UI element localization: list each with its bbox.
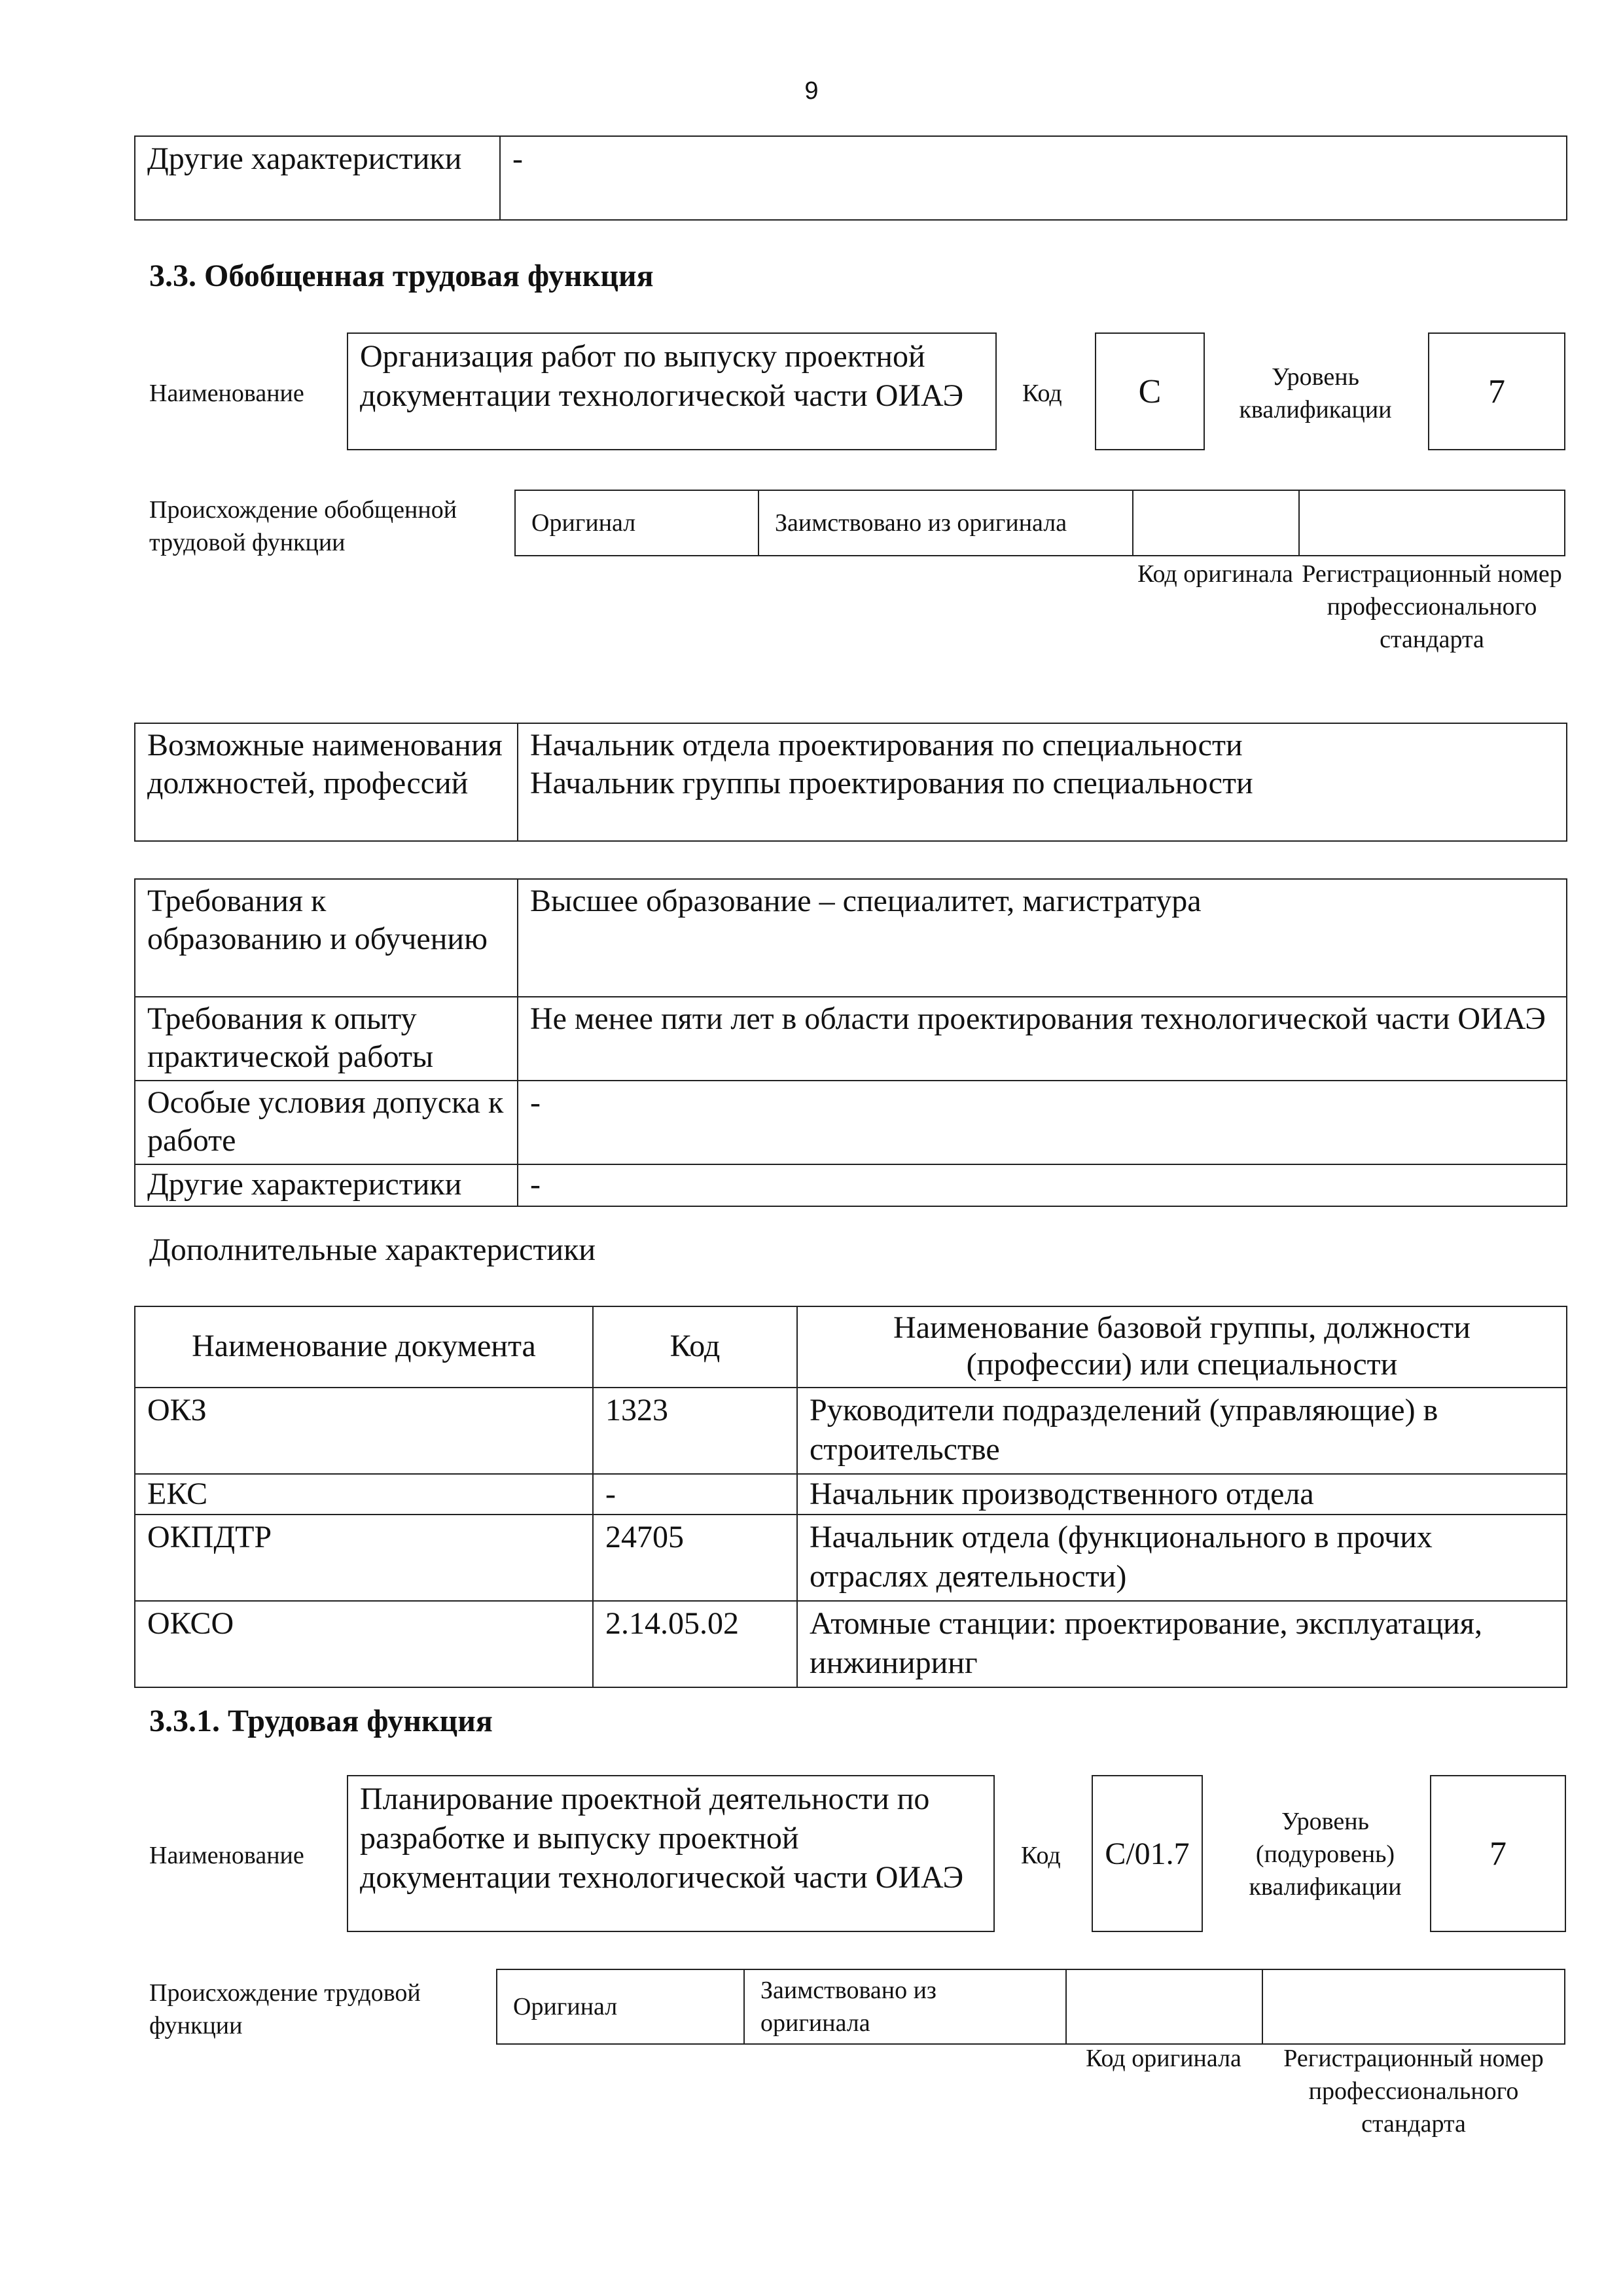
additional-group-cell: Руководители подразделений (управляющие) в строительстве bbox=[797, 1388, 1567, 1474]
gtf-origin-table bbox=[514, 490, 1565, 556]
top-characteristics-table bbox=[134, 135, 1567, 221]
additional-code-cell: 2.14.05.02 bbox=[593, 1601, 797, 1687]
tf-origin-borrowed: Заимствовано из оригинала bbox=[744, 1969, 1066, 2044]
gtf-origin-code-cell bbox=[1133, 490, 1299, 556]
req-admission-value: - bbox=[518, 1081, 1567, 1164]
req-education-label: Требования к образованию и обучению bbox=[135, 879, 518, 997]
additional-doc-cell: ОКСО bbox=[135, 1601, 593, 1687]
tf-origin-label: Происхождение трудовой функции bbox=[149, 1979, 421, 2039]
gtf-origin-reg-cell bbox=[1299, 490, 1565, 556]
req-education-value: Высшее образование – специалитет, магистратура bbox=[518, 879, 1567, 997]
tf-heading: 3.3.1. Трудовая функция bbox=[149, 1704, 493, 1738]
additional-code-cell: - bbox=[593, 1474, 797, 1515]
req-other-value: - bbox=[518, 1164, 1567, 1206]
gtf-origin-reg-label: Регистрационный номер профессионального стандарта bbox=[1302, 560, 1562, 653]
req-admission-label: Особые условия допуска к работе bbox=[135, 1081, 518, 1164]
additional-header-document: Наименование документа bbox=[135, 1306, 593, 1388]
page-number: 9 bbox=[804, 77, 819, 105]
gtf-origin-label: Происхождение обобщенной трудовой функции bbox=[149, 496, 457, 556]
gtf-origin-original: Оригинал bbox=[515, 490, 758, 556]
gtf-name-value: Организация работ по выпуску проектной документации технологической части ОИАЭ bbox=[347, 332, 997, 450]
gtf-name-label: Наименование bbox=[149, 380, 304, 407]
gtf-level-value: 7 bbox=[1428, 332, 1565, 450]
additional-doc-cell: ОКПДТР bbox=[135, 1515, 593, 1601]
positions-label: Возможные наименования должностей, профессий bbox=[135, 723, 518, 841]
other-characteristics-value: - bbox=[500, 136, 1567, 220]
gtf-heading: 3.3. Обобщенная трудовая функция bbox=[149, 259, 654, 293]
gtf-origin-code-label: Код оригинала bbox=[1137, 560, 1293, 588]
tf-name-label: Наименование bbox=[149, 1842, 304, 1869]
gtf-origin-borrowed: Заимствовано из оригинала bbox=[758, 490, 1133, 556]
tf-origin-reg-label: Регистрационный номер профессионального стандарта bbox=[1283, 2045, 1544, 2138]
tf-level-label: Уровень (подуровень) квалификации bbox=[1249, 1808, 1402, 1901]
gtf-code-value: С bbox=[1095, 332, 1205, 450]
tf-code-value: С/01.7 bbox=[1092, 1775, 1203, 1932]
gtf-level-label: Уровень квалификации bbox=[1239, 363, 1392, 423]
other-characteristics-label: Другие характеристики bbox=[135, 136, 500, 220]
tf-origin-table bbox=[496, 1969, 1565, 2045]
table-row bbox=[135, 1601, 1567, 1687]
additional-doc-cell: ОКЗ bbox=[135, 1388, 593, 1474]
additional-code-cell: 1323 bbox=[593, 1388, 797, 1474]
req-experience-value: Не менее пяти лет в области проектирования технологической части ОИАЭ bbox=[518, 997, 1567, 1081]
position-item: Начальник отдела проектирования по специальности bbox=[530, 728, 1243, 762]
requirements-table bbox=[134, 878, 1567, 1207]
table-row bbox=[135, 1515, 1567, 1601]
tf-origin-code-cell bbox=[1066, 1969, 1262, 2044]
additional-doc-cell: ЕКС bbox=[135, 1474, 593, 1515]
additional-header-code: Код bbox=[593, 1306, 797, 1388]
tf-origin-reg-cell bbox=[1262, 1969, 1565, 2044]
additional-code-cell: 24705 bbox=[593, 1515, 797, 1601]
additional-heading: Дополнительные характеристики bbox=[149, 1232, 596, 1267]
additional-table bbox=[134, 1306, 1567, 1688]
tf-level-value: 7 bbox=[1430, 1775, 1566, 1932]
additional-header-group: Наименование базовой группы, должности (профессии) или специальности bbox=[797, 1306, 1567, 1388]
tf-origin-original: Оригинал bbox=[497, 1969, 744, 2044]
positions-table bbox=[134, 723, 1567, 842]
req-experience-label: Требования к опыту практической работы bbox=[135, 997, 518, 1081]
tf-name-value: Планирование проектной деятельности по разработке и выпуску проектной документации технологической части ОИАЭ bbox=[347, 1775, 995, 1932]
tf-origin-code-label: Код оригинала bbox=[1086, 2045, 1241, 2072]
additional-group-cell: Начальник отдела (функционального в прочих отраслях деятельности) bbox=[797, 1515, 1567, 1601]
table-row bbox=[135, 1388, 1567, 1474]
additional-group-cell: Атомные станции: проектирование, эксплуатация, инжиниринг bbox=[797, 1601, 1567, 1687]
gtf-code-label: Код bbox=[1022, 380, 1062, 407]
tf-code-label: Код bbox=[1021, 1842, 1061, 1869]
position-item: Начальник группы проектирования по специальности bbox=[530, 766, 1253, 800]
additional-group-cell: Начальник производственного отдела bbox=[797, 1474, 1567, 1515]
positions-values bbox=[518, 723, 1567, 841]
req-other-label: Другие характеристики bbox=[135, 1164, 518, 1206]
table-row bbox=[135, 1474, 1567, 1515]
